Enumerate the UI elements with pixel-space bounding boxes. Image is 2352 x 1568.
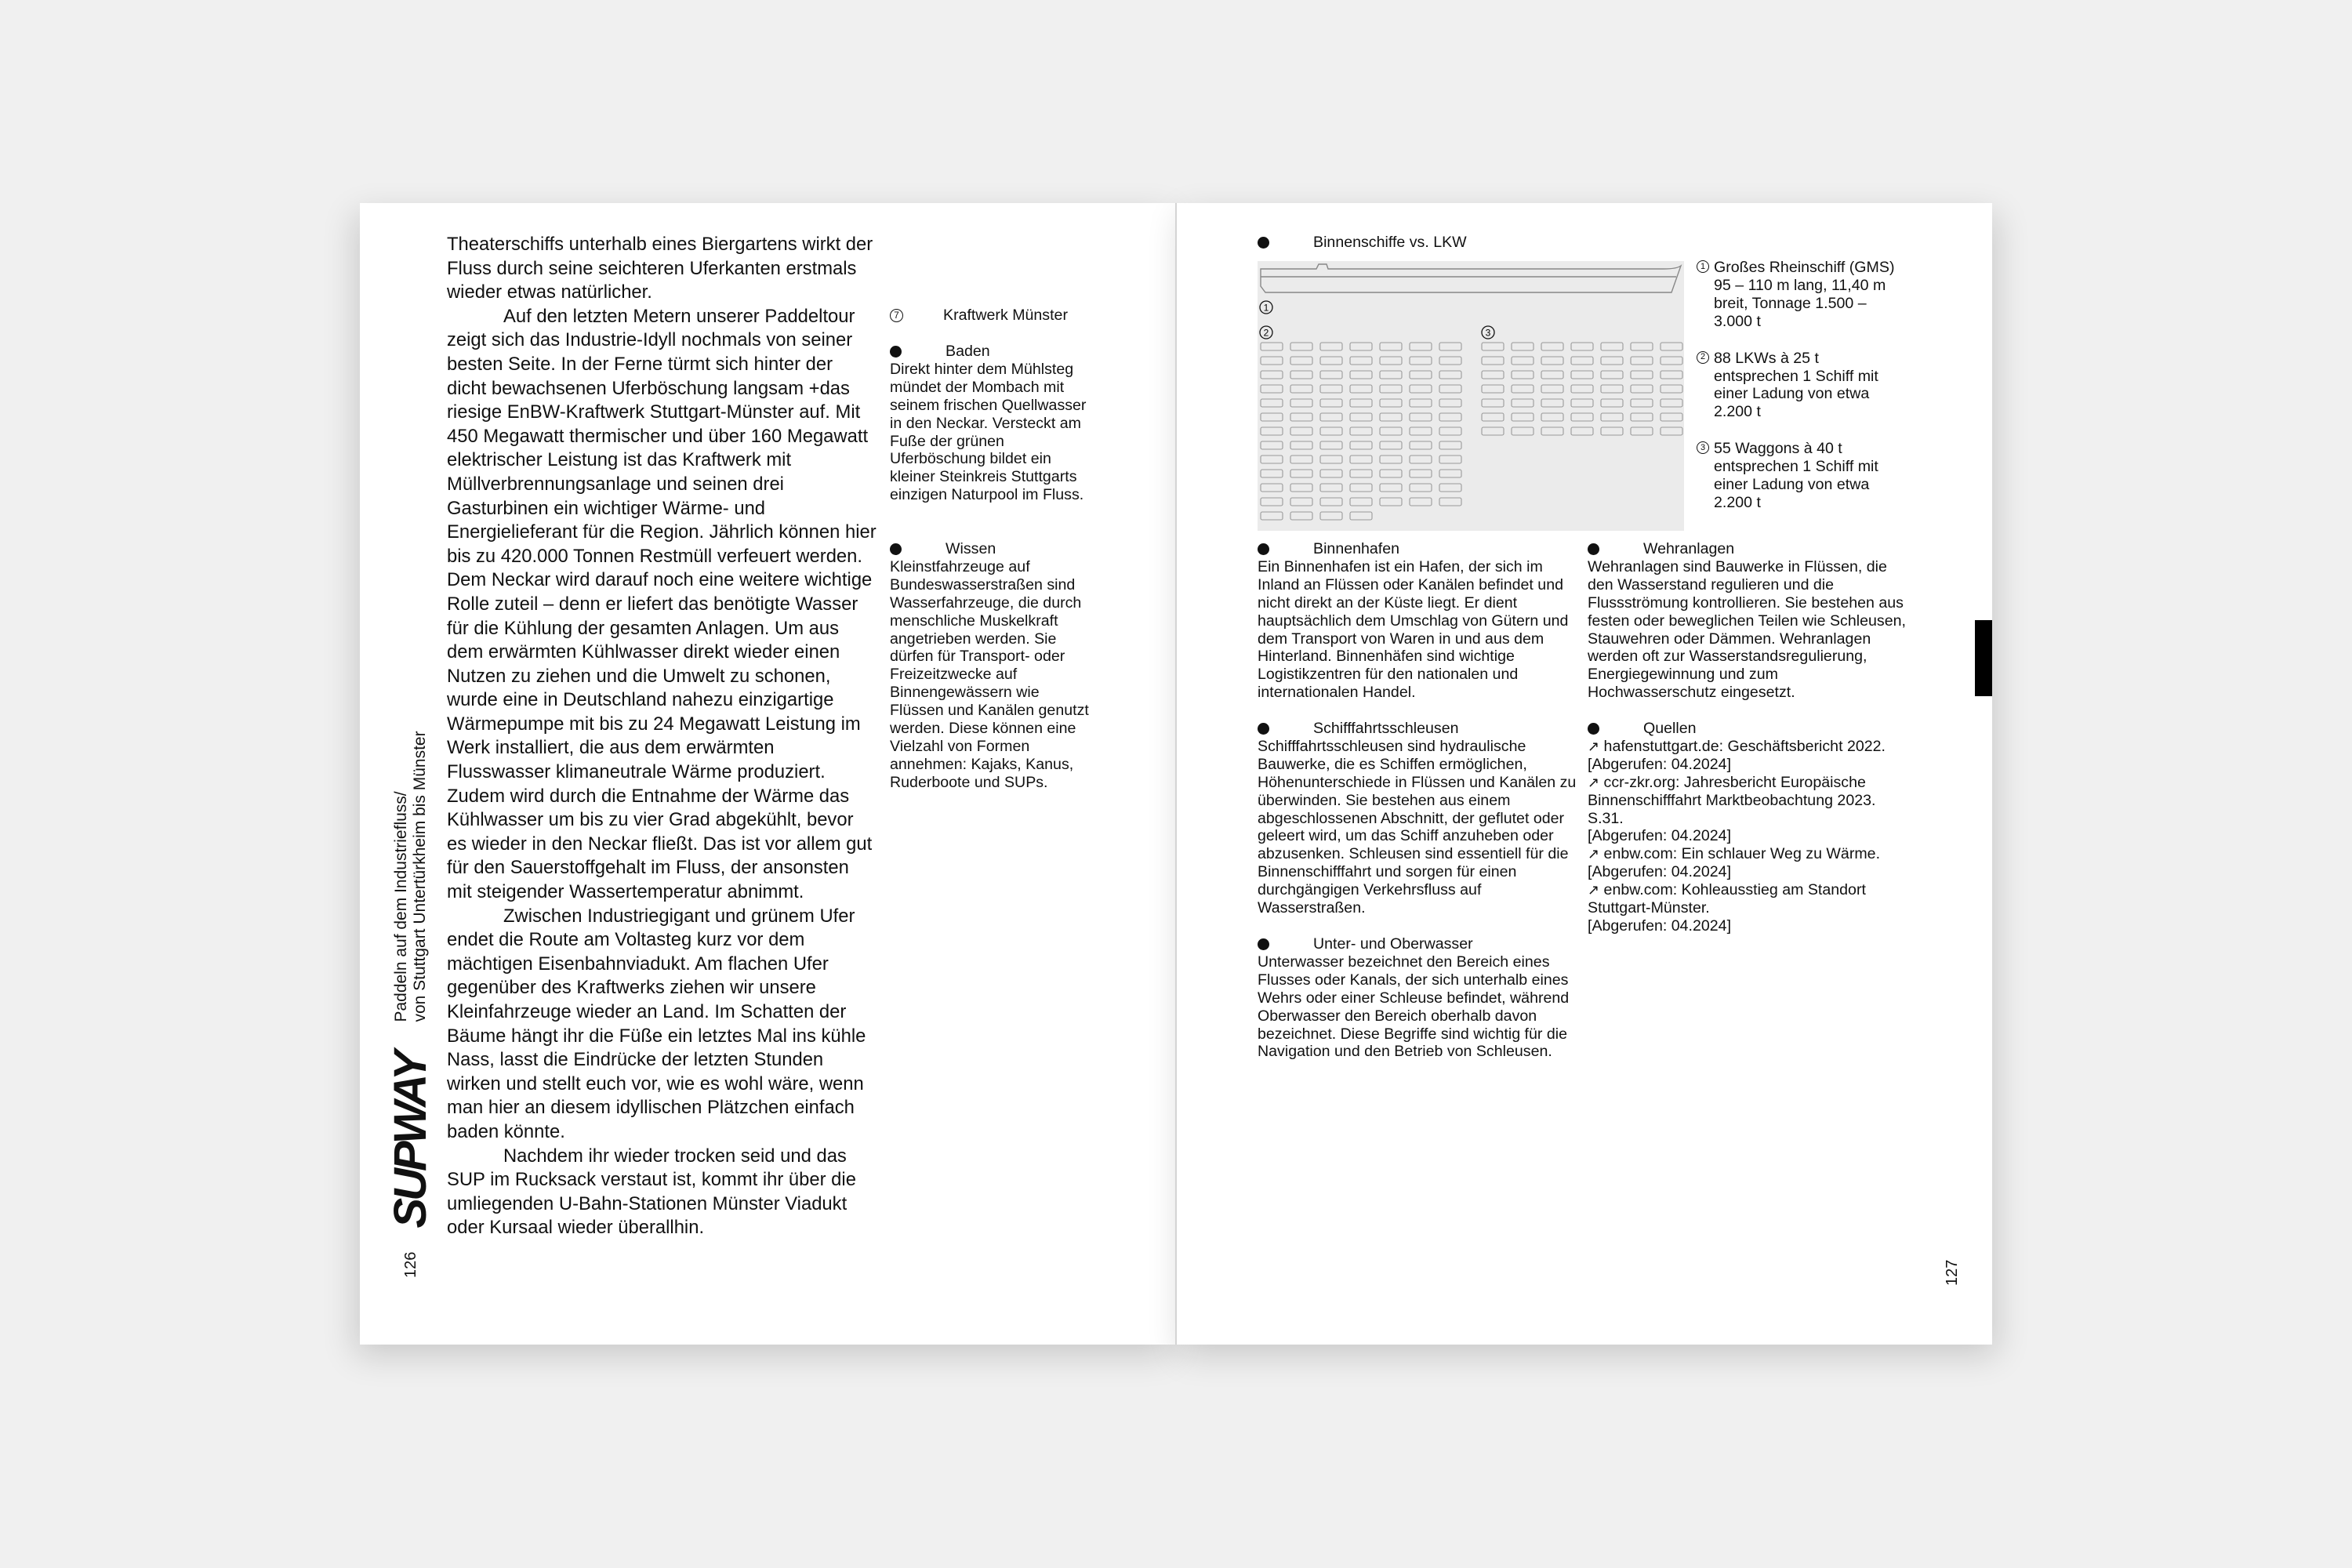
truck-icon (1380, 371, 1402, 379)
waggon-icon (1571, 357, 1593, 365)
waggon-icon (1661, 385, 1682, 393)
source-2-date: [Abgerufen: 04.2024] (1588, 827, 1732, 845)
schleusen-title: Schifffahrtsschleusen (1313, 720, 1459, 737)
source-4[interactable]: ↗ enbw.com: Kohleausstieg am Standort Stuttgart-Münster. (1588, 881, 1866, 917)
bullet-icon (1258, 543, 1269, 555)
truck-icon (1290, 343, 1312, 350)
truck-grid (1261, 343, 1461, 520)
truck-icon (1439, 484, 1461, 492)
running-title-line2: von Stuttgart Untertürkheim bis Münster (411, 731, 429, 1022)
ship-illustration (1261, 264, 1681, 292)
truck-icon (1380, 399, 1402, 407)
legend-item-1 (1697, 259, 1900, 331)
waggon-icon (1512, 399, 1534, 407)
waggon-icon (1631, 371, 1653, 379)
truck-icon (1290, 456, 1312, 463)
baden-title: Baden (946, 343, 990, 360)
waggon-icon (1541, 385, 1563, 393)
truck-icon (1350, 512, 1372, 520)
truck-icon (1261, 427, 1283, 435)
waggon-icon (1482, 371, 1504, 379)
truck-icon (1380, 357, 1402, 365)
baden-block (890, 343, 1094, 504)
waggon-icon (1631, 385, 1653, 393)
waggon-icon (1512, 371, 1534, 379)
legend-marker-3: 3 (1697, 441, 1709, 454)
truck-icon (1350, 484, 1372, 492)
wehranlagen-text: Wehranlagen sind Bauwerke in Flüssen, die den Wasserstand regulieren und die Flussströmung kontrollieren. Sie bestehen aus festen oder beweglichen Teilen wie Schleusen, Stauwehren oder Dämmen. Wehranlagen werden oft zur Wasserstandsregulierung, Energiegewinnung und zum Hochwasserschutz eingesetzt. (1588, 557, 1906, 702)
truck-icon (1320, 512, 1342, 520)
source-3-date: [Abgerufen: 04.2024] (1588, 863, 1732, 881)
wehranlagen-block (1588, 540, 1909, 702)
truck-icon (1350, 470, 1372, 477)
truck-icon (1410, 441, 1432, 449)
waggon-icon (1571, 399, 1593, 407)
truck-icon (1410, 399, 1432, 407)
truck-icon (1350, 399, 1372, 407)
schleusen-text: Schifffahrtsschleusen sind hydraulische Bauwerke, die es Schiffen ermöglichen, Höhenunterschiede in Flüssen und Kanälen zu überwinden. Sie bestehen aus einem abgeschlossenen Abschnitt, der geflutet oder geleert wird, um das Schiff anzuheben oder abzusenken. Schleusen sind essentiell für die Binnenschifffahrt und sorgen für einen durchgängigen Verkehrsfluss auf Wasserstraßen. (1258, 737, 1577, 917)
truck-icon (1290, 512, 1312, 520)
truck-icon (1320, 413, 1342, 421)
bullet-icon (1258, 938, 1269, 950)
truck-icon (1261, 484, 1283, 492)
truck-icon (1410, 484, 1432, 492)
waggon-icon (1571, 385, 1593, 393)
waggon-icon (1661, 371, 1682, 379)
waggon-icon (1512, 343, 1534, 350)
waggon-icon (1571, 343, 1593, 350)
figure-title: Binnenschiffe vs. LKW (1313, 234, 1467, 251)
truck-icon (1439, 498, 1461, 506)
waggon-icon (1661, 427, 1682, 435)
figure-legend (1697, 259, 1900, 531)
wissen-text: Kleinstfahrzeuge auf Bundeswasserstraßen sind Wasserfahrzeuge, die durch menschliche Muskelkraft angetrieben werden. Sie dürfen für Transport- oder Freizeitzwecke auf Binnengewässern wie Flüssen und Kanälen genutzt werden. Diese können eine Vielzahl von Formen annehmen: Kajaks, Kanus, Ruderboote und SUPs. (890, 557, 1089, 791)
waggon-icon (1512, 385, 1534, 393)
chapter-tab-marker (1975, 620, 1992, 696)
truck-icon (1320, 456, 1342, 463)
truck-icon (1410, 357, 1432, 365)
waggon-icon (1571, 371, 1593, 379)
source-1-date: [Abgerufen: 04.2024] (1588, 755, 1732, 773)
truck-icon (1320, 357, 1342, 365)
paragraph-4: Nachdem ihr wieder trocken seid und das SUP im Rucksack verstaut ist, kommt ihr über die umliegenden U-Bahn-Stationen Münster Viadukt oder Kursaal wieder überallhin. (447, 1145, 856, 1239)
truck-icon (1290, 357, 1312, 365)
truck-icon (1261, 456, 1283, 463)
truck-icon (1290, 498, 1312, 506)
binnenhafen-text: Ein Binnenhafen ist ein Hafen, der sich im Inland an Flüssen oder Kanälen befindet und nicht direkt an der Küste liegt. Er dient hauptsächlich dem Umschlag von Gütern und dem Transport von Waren in und aus dem Hinterland. Binnenhäfen sind wichtige Logistikzentren für den nationalen und internationalen Handel. (1258, 557, 1569, 702)
truck-icon (1439, 427, 1461, 435)
quellen-block (1588, 720, 1909, 935)
waggon-icon (1601, 413, 1623, 421)
unterwasser-block (1258, 935, 1577, 1061)
wissen-block (890, 540, 1094, 792)
waggon-icon (1482, 413, 1504, 421)
truck-icon (1261, 470, 1283, 477)
truck-icon (1290, 385, 1312, 393)
truck-icon (1410, 385, 1432, 393)
figure-label-2: 2 (1263, 327, 1269, 339)
waggon-icon (1541, 399, 1563, 407)
truck-icon (1350, 441, 1372, 449)
truck-icon (1350, 427, 1372, 435)
waggon-icon (1601, 343, 1623, 350)
truck-icon (1261, 343, 1283, 350)
truck-icon (1439, 456, 1461, 463)
waggon-icon (1541, 413, 1563, 421)
truck-icon (1261, 371, 1283, 379)
truck-icon (1320, 498, 1342, 506)
truck-icon (1290, 441, 1312, 449)
legend-marker-1: 1 (1697, 260, 1709, 273)
station-label: Kraftwerk Münster (943, 307, 1068, 324)
truck-icon (1261, 413, 1283, 421)
paragraph-3: Zwischen Industriegigant und grünem Ufer endet die Route am Voltasteg kurz vor dem mächtigen Eisenbahnviadukt. Am flachen Ufer gegenüber des Kraftwerks ziehen wir unsere Kleinfahrzeuge wieder an Land. Im Schatten der Bäume hängt ihr die Füße ein letztes Mal ins kühle Nass, lasst die Eindrücke der letzten Stunden wirken und stellt euch vor, wie es wohl wäre, wenn man hier an diesem idyllischen Plätzchen einfach baden könnte. (447, 905, 866, 1142)
waggon-icon (1541, 357, 1563, 365)
waggon-icon (1571, 427, 1593, 435)
bullet-icon (1258, 237, 1269, 249)
truck-icon (1380, 413, 1402, 421)
waggon-icon (1661, 399, 1682, 407)
truck-icon (1320, 427, 1342, 435)
truck-icon (1290, 399, 1312, 407)
legend-marker-2: 2 (1697, 351, 1709, 364)
source-3[interactable]: ↗ enbw.com: Ein schlauer Weg zu Wärme. (1588, 845, 1881, 863)
truck-icon (1380, 456, 1402, 463)
waggon-icon (1661, 357, 1682, 365)
binnenhafen-block (1258, 540, 1577, 702)
source-2[interactable]: ↗ ccr-zkr.org: Jahresbericht Europäische Binnenschifffahrt Marktbeobachtung 2023. S.31. (1588, 773, 1876, 827)
truck-icon (1410, 343, 1432, 350)
comparison-illustration (1258, 261, 1684, 531)
truck-icon (1320, 371, 1342, 379)
truck-icon (1380, 470, 1402, 477)
station-number-badge: 7 (890, 309, 903, 322)
truck-icon (1439, 343, 1461, 350)
station-block (890, 307, 1086, 325)
waggon-icon (1601, 385, 1623, 393)
waggon-icon (1631, 427, 1653, 435)
main-body-text (447, 233, 877, 1240)
truck-icon (1410, 456, 1432, 463)
truck-icon (1439, 413, 1461, 421)
legend-text-3: 55 Waggons à 40 t entsprechen 1 Schiff mit einer Ladung von etwa 2.200 t (1714, 440, 1878, 511)
truck-icon (1380, 498, 1402, 506)
truck-icon (1350, 456, 1372, 463)
source-1[interactable]: ↗ hafenstuttgart.de: Geschäftsbericht 2022. (1588, 737, 1886, 755)
paragraph-1: Theaterschiffs unterhalb eines Biergartens wirkt der Fluss durch seine seichteren Uferkanten erstmals wieder etwas natürlicher. (447, 234, 873, 303)
waggon-icon (1601, 427, 1623, 435)
waggon-icon (1601, 357, 1623, 365)
truck-icon (1290, 470, 1312, 477)
truck-icon (1261, 399, 1283, 407)
bullet-icon (890, 346, 902, 358)
running-title-line1: Paddeln auf dem Industriefluss/ (392, 791, 410, 1022)
waggon-icon (1571, 413, 1593, 421)
truck-icon (1350, 371, 1372, 379)
truck-icon (1380, 343, 1402, 350)
truck-icon (1320, 441, 1342, 449)
waggon-icon (1512, 413, 1534, 421)
waggon-icon (1482, 385, 1504, 393)
quellen-title: Quellen (1643, 720, 1697, 737)
legend-item-3 (1697, 440, 1900, 512)
truck-icon (1350, 413, 1372, 421)
truck-icon (1439, 441, 1461, 449)
unterwasser-title: Unter- und Oberwasser (1313, 935, 1473, 953)
truck-icon (1290, 371, 1312, 379)
left-page-number: 126 (401, 1251, 419, 1278)
waggon-icon (1482, 399, 1504, 407)
truck-icon (1290, 484, 1312, 492)
truck-icon (1320, 470, 1342, 477)
figure-label-1: 1 (1263, 302, 1269, 314)
waggon-icon (1541, 427, 1563, 435)
waggon-icon (1541, 371, 1563, 379)
baden-text: Direkt hinter dem Mühlsteg mündet der Mombach mit seinem frischen Quellwasser in den Neckar. Versteckt am Fuße der grünen Uferböschung bildet ein kleiner Steinkreis Stuttgarts einzigen Naturpool im Fluss. (890, 360, 1087, 504)
truck-icon (1380, 441, 1402, 449)
left-running-head (385, 731, 436, 1278)
figure-label-3: 3 (1485, 327, 1491, 339)
waggon-icon (1482, 357, 1504, 365)
waggon-icon (1482, 343, 1504, 350)
binnenhafen-title: Binnenhafen (1313, 540, 1400, 557)
bullet-icon (890, 543, 902, 555)
waggon-icon (1512, 357, 1534, 365)
waggon-icon (1631, 399, 1653, 407)
external-link-icon: ↗ (1588, 882, 1600, 898)
truck-icon (1439, 470, 1461, 477)
external-link-icon: ↗ (1588, 774, 1600, 790)
truck-icon (1320, 399, 1342, 407)
truck-icon (1320, 343, 1342, 350)
waggon-grid (1482, 343, 1684, 435)
truck-icon (1350, 357, 1372, 365)
source-4-date: [Abgerufen: 04.2024] (1588, 916, 1732, 935)
waggon-icon (1661, 413, 1682, 421)
wehranlagen-title: Wehranlagen (1643, 540, 1735, 557)
truck-icon (1439, 371, 1461, 379)
waggon-icon (1512, 427, 1534, 435)
truck-icon (1380, 427, 1402, 435)
truck-icon (1410, 371, 1432, 379)
right-page-number: 127 (1944, 1259, 1961, 1286)
legend-text-1: Großes Rheinschiff (GMS) 95 – 110 m lang, 11,40 m breit, Tonnage 1.500 – 3.000 t (1714, 259, 1895, 330)
external-link-icon: ↗ (1588, 846, 1600, 862)
truck-icon (1439, 357, 1461, 365)
figure-title-block (1258, 234, 1650, 252)
legend-text-2: 88 LKWs à 25 t entsprechen 1 Schiff mit einer Ladung von etwa 2.200 t (1714, 349, 1878, 421)
truck-icon (1439, 385, 1461, 393)
truck-icon (1320, 385, 1342, 393)
truck-icon (1261, 441, 1283, 449)
waggon-icon (1601, 371, 1623, 379)
waggon-icon (1631, 357, 1653, 365)
supway-logo: SUPWAY (385, 1053, 436, 1229)
gutter (1175, 203, 1177, 1345)
waggon-icon (1631, 413, 1653, 421)
schleusen-block (1258, 720, 1577, 917)
unterwasser-text: Unterwasser bezeichnet den Bereich eines Flusses oder Kanals, der sich unterhalb eines Wehrs oder einer Schleuse befindet, während Oberwasser den Bereich oberhalb davon bezeichnet. Diese Begriffe sind wichtig für die Navigation und den Betrieb von Schleusen. (1258, 953, 1570, 1061)
truck-icon (1410, 470, 1432, 477)
truck-icon (1410, 427, 1432, 435)
truck-icon (1380, 385, 1402, 393)
truck-icon (1261, 357, 1283, 365)
waggon-icon (1661, 343, 1682, 350)
waggon-icon (1631, 343, 1653, 350)
waggon-icon (1541, 343, 1563, 350)
truck-icon (1261, 498, 1283, 506)
wissen-title: Wissen (946, 540, 996, 557)
waggon-icon (1601, 399, 1623, 407)
truck-icon (1320, 484, 1342, 492)
bullet-icon (1258, 723, 1269, 735)
truck-icon (1350, 498, 1372, 506)
comparison-figure (1258, 261, 1684, 531)
truck-icon (1410, 413, 1432, 421)
truck-icon (1350, 343, 1372, 350)
legend-item-2 (1697, 350, 1900, 422)
waggon-icon (1482, 427, 1504, 435)
truck-icon (1350, 385, 1372, 393)
truck-icon (1290, 427, 1312, 435)
truck-icon (1439, 399, 1461, 407)
running-title (392, 731, 430, 1022)
truck-icon (1380, 484, 1402, 492)
truck-icon (1290, 413, 1312, 421)
bullet-icon (1588, 723, 1599, 735)
paragraph-2: Auf den letzten Metern unserer Paddeltour zeigt sich das Industrie-Idyll nochmals von seiner besten Seite. In der Ferne türmt sich hinter der dicht bewachsenen Uferböschung langsam +das riesige EnBW-Kraftwerk Stuttgart-Münster auf. Mit 450 Megawatt thermischer und über 160 Megawatt elektrischer Leistung ist das Kraftwerk mit Müllverbrennungsanlage und seinen drei Gasturbinen ein wichtiger Wärme- und Energielieferant für die Region. Jährlich können hier bis zu 420.000 Tonnen Restmüll verfeuert werden. Dem Neckar wird darauf noch eine weitere wichtige Rolle zuteil – denn er liefert das benötigte Wasser für die Kühlung der gesamten Anlagen. Um aus dem erwärmten Kühlwasser direkt wieder einen Nutzen zu ziehen und die Umwelt zu schonen, wurde eine in Deutschland nahezu einzigartige Wärmepumpe mit bis zu 24 Megawatt Leistung im Werk installiert, die aus dem erwärmten Flusswasser klimaneutrale Wärme produziert. Zudem wird durch die Entnahme der Wärme das Kühlwasser um bis zu vier Grad abgekühlt, bevor es wieder in den Neckar fließt. Das ist vor allem gut für den Sauerstoffgehalt im Fluss, der ansonsten mit steigender Wassertemperatur abnimmt. (447, 305, 877, 903)
truck-icon (1410, 498, 1432, 506)
truck-icon (1261, 385, 1283, 393)
truck-icon (1261, 512, 1283, 520)
bullet-icon (1588, 543, 1599, 555)
external-link-icon: ↗ (1588, 738, 1600, 754)
